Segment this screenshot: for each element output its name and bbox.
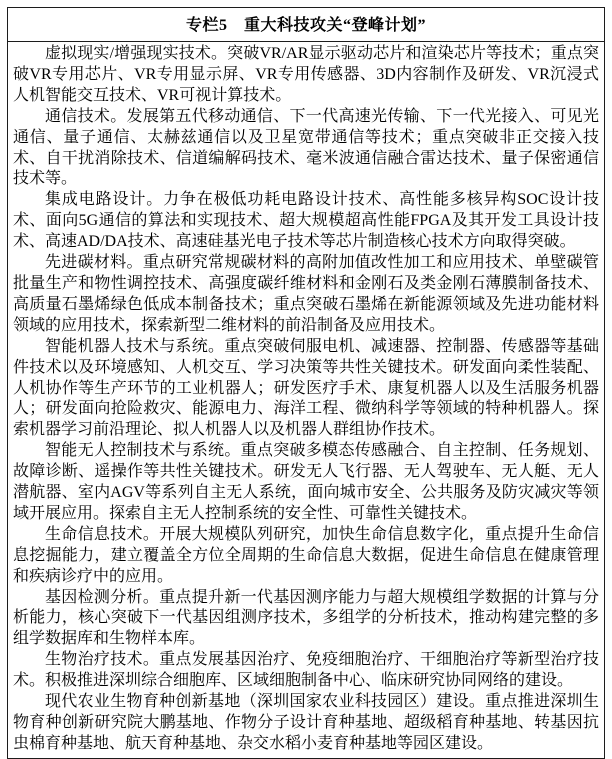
paragraph-unmanned-control: 智能无人控制技术与系统。重点突破多模态传感融合、自主控制、任务规划、故障诊断、遥操作等共性关键技术。研发无人飞行器、无人驾驶车、无人艇、无人潜航器、室内AGV等系列自主无人系统，面向城市安全、公共服务及防灾减灾等领域开展应用。探索自主无人控制系统的安全性、可靠性关键技术。 <box>13 442 599 522</box>
paragraph-agri-breeding-base: 现代农业生物育种创新基地（深圳国家农业科技园区）建设。重点推进深圳生物育种创新研究院大鹏基地、作物分子设计育种基地、超级稻育种基地、转基因抗虫棉育种基地、航天育种基地、杂交水稻小麦育种基地等园区建设。 <box>13 693 599 752</box>
paragraph-gene-testing: 基因检测分析。重点提升新一代基因测序能力与超大规模组学数据的计算与分析能力，核心突破下一代基因组测序技术，多组学的分析技术，推动构建完整的多组学数据库和生物样本库。 <box>13 588 599 648</box>
paragraph-communications: 通信技术。发展第五代移动通信、下一代高速光传输、下一代光接入、可见光通信、量子通信、太赫兹通信以及卫星宽带通信等技术；重点突破非正交接入技术、自干扰消除技术、信道编解码技术、毫米波通信融合雷达技术、量子保密通信技术等。 <box>13 107 599 188</box>
paragraph-carbon-materials: 先进碳材料。重点研究常规碳材料的高附加值改性加工和应用技术、单壁碳管批量生产和物性调控技术、高强度碳纤维材料和金刚石及类金刚石薄膜制备技术、高质量石墨烯绿色低成本制备技术；重点突破石墨烯在新能源领域及先进功能材料领域的应用技术，探索新型二维材料的前沿制备及应用技术。 <box>13 254 599 334</box>
panel-body <box>8 42 604 758</box>
paragraph-ic-design: 集成电路设计。力争在极低功耗电路设计技术、高性能多核异构SOC设计技术、面向5G通信的算法和实现技术、超大规模超高性能FPGA及其开发工具设计技术、高速AD/DA技术、高速硅基光电子技术等芯片制造核心技术方向取得突破。 <box>13 191 599 251</box>
paragraph-biotherapy: 生物治疗技术。重点发展基因治疗、免疫细胞治疗、干细胞治疗等新型治疗技术。积极推进深圳综合细胞库、区域细胞制备中心、临床研究协同网络的建设。 <box>13 651 599 690</box>
paragraph-life-information: 生命信息技术。开展大规模队列研究，加快生命信息数字化，重点提升生命信息挖掘能力，建立覆盖全方位全周期的生命信息大数据，促进生命信息在健康管理和疾病诊疗中的应用。 <box>13 525 599 585</box>
panel-title: 专栏5 重大科技攻关“登峰计划” <box>8 8 604 42</box>
paragraph-vr-ar: 虚拟现实/增强现实技术。突破VR/AR显示驱动芯片和渲染芯片等技术；重点突破VR专用芯片、VR专用显示屏、VR专用传感器、3D内容制作及研发、VR沉浸式人机智能交互技术、VR可视计算技术。 <box>13 45 599 104</box>
feature-box <box>7 7 605 759</box>
paragraph-intelligent-robots: 智能机器人技术与系统。重点突破伺服电机、减速器、控制器、传感器等基础件技术以及环境感知、人机交互、学习决策等共性关键技术。研发面向柔性装配、人机协作等生产环节的工业机器人；研发医疗手术、康复机器人以及生活服务机器人；研发面向抢险救灾、能源电力、海洋工程、微纳科学等领域的特种机器人。探索机器学习前沿理论、拟人机器人以及机器人群组协作技术。 <box>13 337 599 439</box>
